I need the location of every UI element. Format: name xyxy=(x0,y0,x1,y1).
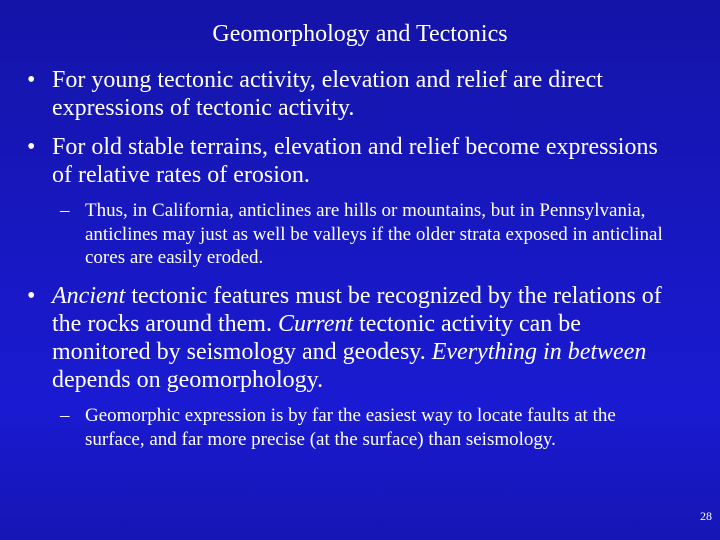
bullet-marker: • xyxy=(27,67,36,93)
page-number: 28 xyxy=(700,509,712,523)
bullet-young-tectonic xyxy=(27,66,677,122)
bullet-marker: • xyxy=(27,283,36,309)
text-segment: depends on geomorphology. xyxy=(52,367,324,393)
sub-bullet-text: Thus, in California, anticlines are hills or mountains, but in Pennsylvania, anticlines may just as well be valleys if the older strata exposed in anticlinal cores are easily eroded. xyxy=(85,200,663,268)
sub-bullet-marker: – xyxy=(60,200,70,221)
sub-bullet-california xyxy=(60,199,680,270)
bullet-old-stable xyxy=(27,133,677,189)
bullet-ancient-current xyxy=(27,282,677,394)
text-segment: tectonic features must be recognized by the relations of the rocks around them. xyxy=(52,283,662,337)
bullet-text: For old stable terrains, elevation and relief become expressions of relative rates of erosion. xyxy=(52,134,658,188)
bullet-text xyxy=(52,282,677,394)
emphasis-everything-in-between: Everything in between xyxy=(431,339,647,365)
emphasis-current: Current xyxy=(277,311,354,337)
slide-title: Geomorphology and Tectonics xyxy=(212,21,508,47)
bullet-text: For young tectonic activity, elevation and relief are direct expressions of tectonic activity. xyxy=(52,67,603,121)
text-segment: tectonic activity can be monitored by seismology and geodesy. xyxy=(52,311,581,365)
sub-bullet-geomorphic xyxy=(60,404,680,451)
sub-bullet-marker: – xyxy=(60,405,70,426)
emphasis-ancient: Ancient xyxy=(52,283,126,309)
sub-bullet-text: Geomorphic expression is by far the easiest way to locate faults at the surface, and far more precise (at the surface) than seismology. xyxy=(85,405,616,450)
bullet-marker: • xyxy=(27,134,36,160)
